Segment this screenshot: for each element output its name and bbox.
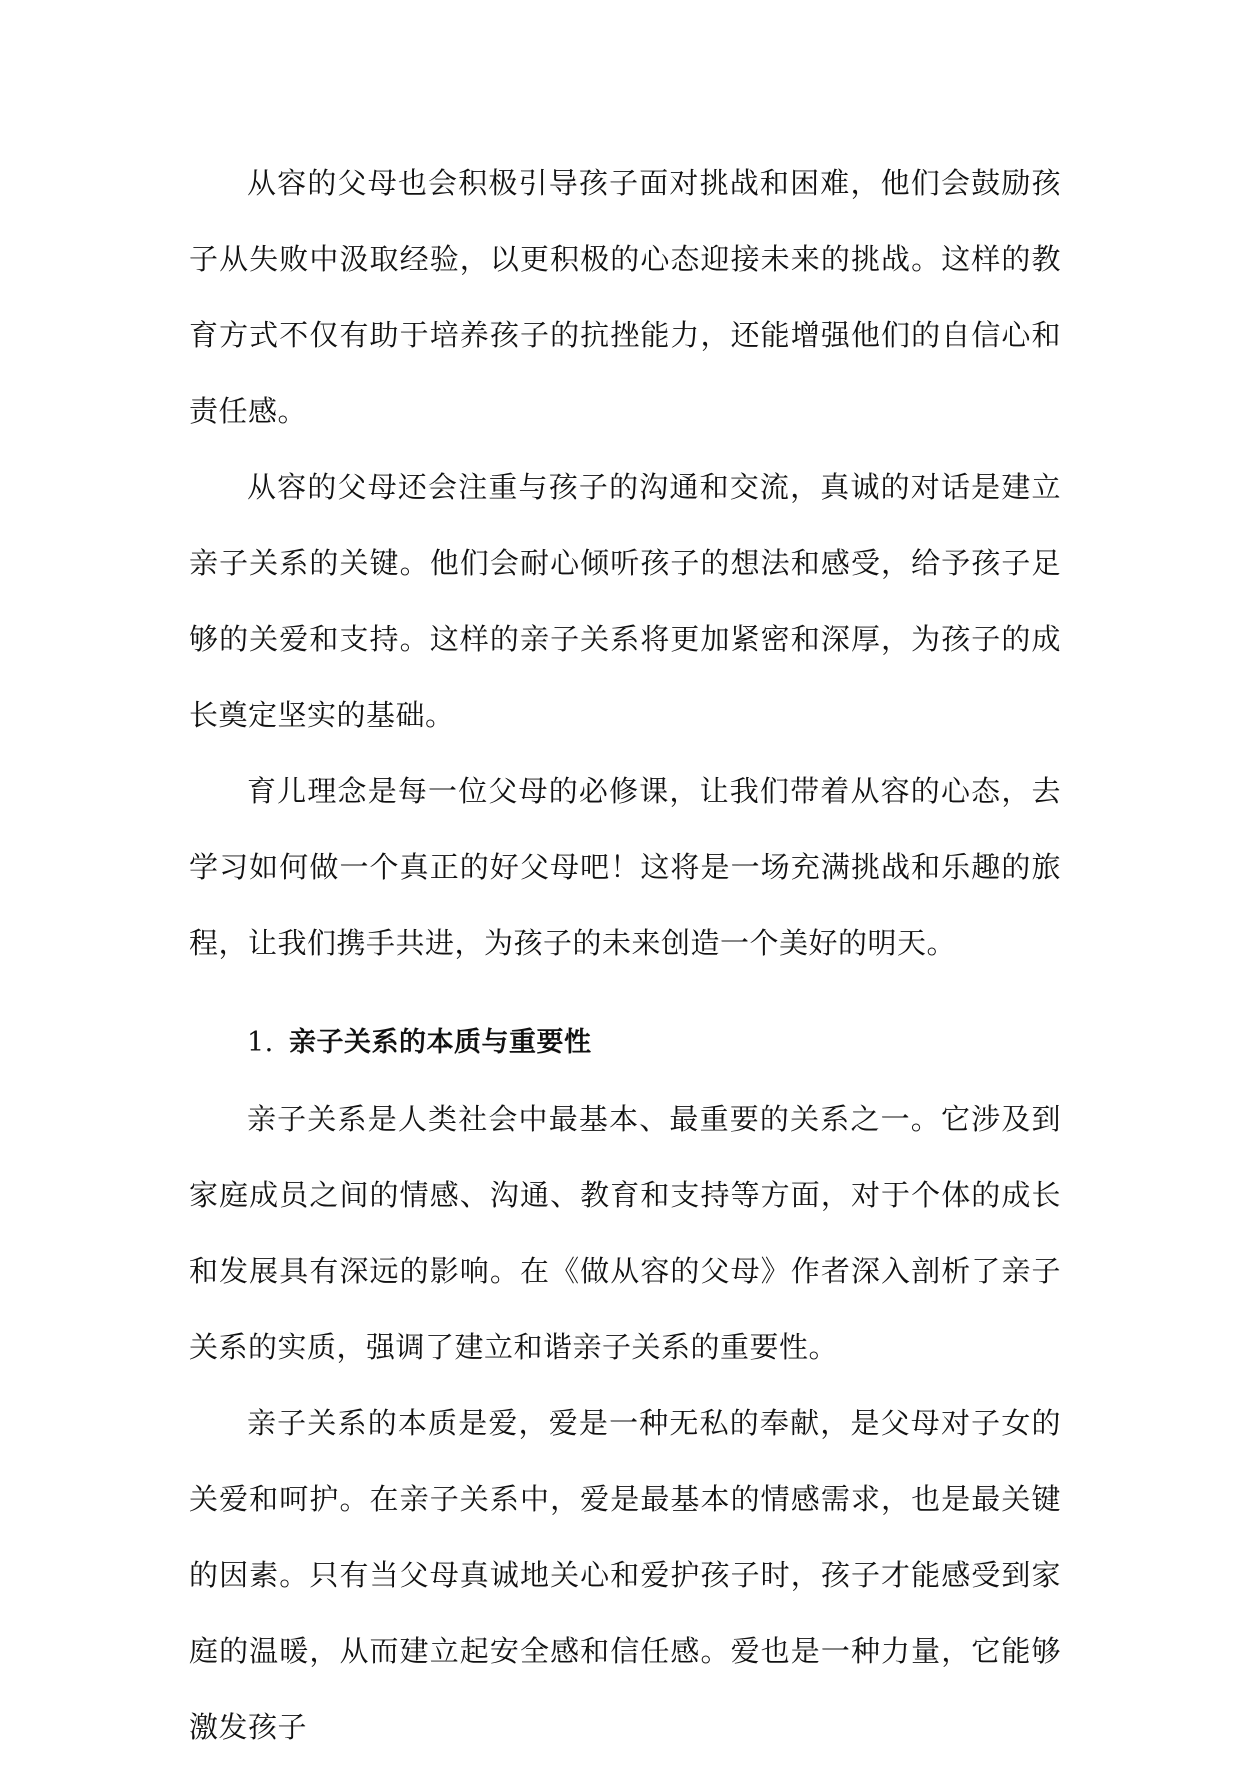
section-heading xyxy=(189,1005,1061,1081)
section-number: 1. xyxy=(247,1027,274,1058)
body-text xyxy=(189,145,1061,1765)
paragraph-3: 育儿理念是每一位父母的必修课，让我们带着从容的心态，去学习如何做一个真正的好父母吧！这将是一场充满挑战和乐趣的旅程，让我们携手共进，为孩子的未来创造一个美好的明天。 xyxy=(189,774,1061,960)
paragraph-5: 亲子关系的本质是爱，爱是一种无私的奉献，是父母对子女的关爱和呵护。在亲子关系中，爱是最基本的情感需求，也是最关键的因素。只有当父母真诚地关心和爱护孩子时，孩子才能感受到家庭的温暖，从而建立起安全感和信任感。爱也是一种力量，它能够激发孩子 xyxy=(189,1406,1061,1744)
paragraph-4: 亲子关系是人类社会中最基本、最重要的关系之一。它涉及到家庭成员之间的情感、沟通、教育和支持等方面，对于个体的成长和发展具有深远的影响。在《做从容的父母》作者深入剖析了亲子关系的实质，强调了建立和谐亲子关系的重要性。 xyxy=(189,1102,1061,1364)
paragraph-2: 从容的父母还会注重与孩子的沟通和交流，真诚的对话是建立亲子关系的关键。他们会耐心倾听孩子的想法和感受，给予孩子足够的关爱和支持。这样的亲子关系将更加紧密和深厚，为孩子的成长奠定坚实的基础。 xyxy=(189,470,1061,732)
paragraph-1: 从容的父母也会积极引导孩子面对挑战和困难，他们会鼓励孩子从失败中汲取经验，以更积极的心态迎接未来的挑战。这样的教育方式不仅有助于培养孩子的抗挫能力，还能增强他们的自信心和责任感。 xyxy=(189,166,1061,428)
section-title: 亲子关系的本质与重要性 xyxy=(289,1027,592,1058)
section-spacer xyxy=(189,981,1061,1005)
